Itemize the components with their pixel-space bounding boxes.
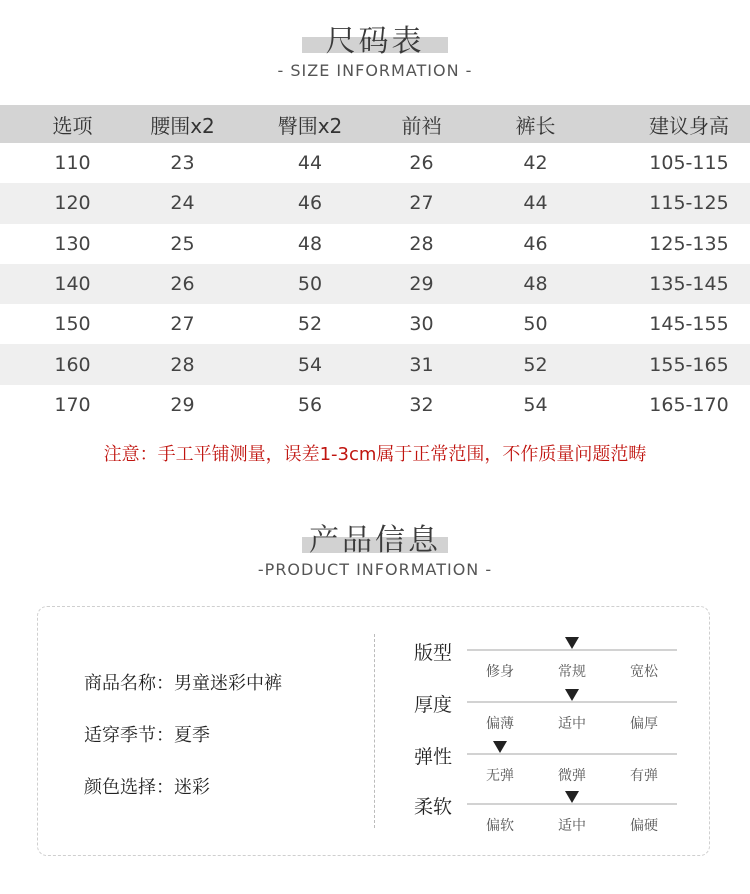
attribute-option: 宽松 <box>630 664 658 680</box>
selected-marker-icon <box>493 741 507 753</box>
attribute-scale-line <box>467 803 677 805</box>
table-cell: 150 <box>54 313 91 336</box>
table-cell: 160 <box>0 344 145 384</box>
product-color: 颜色选择：迷彩 <box>84 777 210 798</box>
attribute-scale-line <box>467 649 677 651</box>
product-name: 商品名称：男童迷彩中裤 <box>84 673 282 694</box>
table-cell: 48 <box>297 232 323 255</box>
attribute-scale-line <box>467 753 677 755</box>
table-cell: 27 <box>170 313 195 336</box>
table-cell: 56 <box>297 393 323 416</box>
table-cell: 105-115 <box>649 152 729 175</box>
table-cell: 28 <box>409 232 434 255</box>
size-table-header: 腰围x2 <box>145 105 220 143</box>
size-title: 尺码表 <box>325 24 425 59</box>
table-cell: 145-155 <box>649 313 729 336</box>
table-cell: 170 <box>54 393 91 416</box>
table-cell: 29 <box>170 393 195 416</box>
table-row <box>0 304 750 344</box>
table-cell: 24 <box>145 183 220 223</box>
table-cell: 23 <box>170 152 195 175</box>
table-cell: 48 <box>443 264 628 304</box>
table-cell: 44 <box>297 152 323 175</box>
product-season: 适穿季节：夏季 <box>84 725 210 746</box>
attribute-option: 偏软 <box>486 818 514 834</box>
table-cell: 32 <box>409 393 434 416</box>
table-cell: 110 <box>54 152 91 175</box>
table-cell: 54 <box>523 393 548 416</box>
size-table <box>0 105 750 425</box>
table-row <box>0 143 750 183</box>
attribute-option: 修身 <box>486 664 514 680</box>
size-table-header: 选项 <box>0 105 145 143</box>
table-cell: 46 <box>220 183 400 223</box>
table-cell: 50 <box>523 313 548 336</box>
measurement-note: 注意：手工平铺测量，误差1-3cm属于正常范围，不作质量问题范畴 <box>103 444 647 465</box>
table-cell: 42 <box>523 152 548 175</box>
table-cell: 26 <box>409 152 434 175</box>
attribute-option: 偏硬 <box>630 818 658 834</box>
table-row <box>0 344 750 384</box>
attribute-option: 有弹 <box>630 768 658 784</box>
table-cell: 44 <box>443 183 628 223</box>
attribute-label: 版型 <box>414 642 453 664</box>
table-cell: 54 <box>220 344 400 384</box>
attribute-option: 微弹 <box>558 768 586 784</box>
table-cell: 52 <box>297 313 323 336</box>
size-table-header: 前裆 <box>400 105 443 143</box>
table-row <box>0 385 750 425</box>
table-cell: 29 <box>400 264 443 304</box>
attribute-label: 柔软 <box>414 796 453 818</box>
table-cell: 52 <box>443 344 628 384</box>
size-table-header: 建议身高 <box>628 105 750 143</box>
attribute-option: 偏薄 <box>486 716 514 732</box>
attribute-label: 弹性 <box>414 746 453 768</box>
selected-marker-icon <box>565 791 579 803</box>
table-row <box>0 264 750 304</box>
attribute-option: 无弹 <box>486 768 514 784</box>
table-row <box>0 224 750 264</box>
table-cell: 155-165 <box>628 344 750 384</box>
attribute-option: 适中 <box>558 818 586 834</box>
size-table-header-row <box>0 105 750 143</box>
table-cell: 140 <box>0 264 145 304</box>
table-cell: 30 <box>409 313 434 336</box>
attribute-label: 厚度 <box>414 694 453 716</box>
product-subtitle: -PRODUCT INFORMATION - <box>257 560 493 579</box>
selected-marker-icon <box>565 689 579 701</box>
attribute-option: 适中 <box>558 716 586 732</box>
selected-marker-icon <box>565 637 579 649</box>
product-title: 产品信息 <box>309 523 441 558</box>
table-cell: 50 <box>220 264 400 304</box>
table-cell: 130 <box>54 232 91 255</box>
info-divider <box>374 634 375 828</box>
table-cell: 46 <box>523 232 548 255</box>
table-cell: 135-145 <box>628 264 750 304</box>
table-cell: 115-125 <box>628 183 750 223</box>
table-cell: 26 <box>145 264 220 304</box>
size-table-header: 裤长 <box>443 105 628 143</box>
table-cell: 28 <box>145 344 220 384</box>
attribute-scale-line <box>467 701 677 703</box>
table-cell: 120 <box>0 183 145 223</box>
table-cell: 165-170 <box>649 393 729 416</box>
table-cell: 25 <box>170 232 195 255</box>
attribute-option: 常规 <box>558 664 586 680</box>
table-cell: 125-135 <box>649 232 729 255</box>
size-subtitle: - SIZE INFORMATION - <box>277 61 473 80</box>
table-row <box>0 183 750 223</box>
table-cell: 31 <box>400 344 443 384</box>
attribute-option: 偏厚 <box>630 716 658 732</box>
size-table-header: 臀围x2 <box>220 105 400 143</box>
table-cell: 27 <box>400 183 443 223</box>
